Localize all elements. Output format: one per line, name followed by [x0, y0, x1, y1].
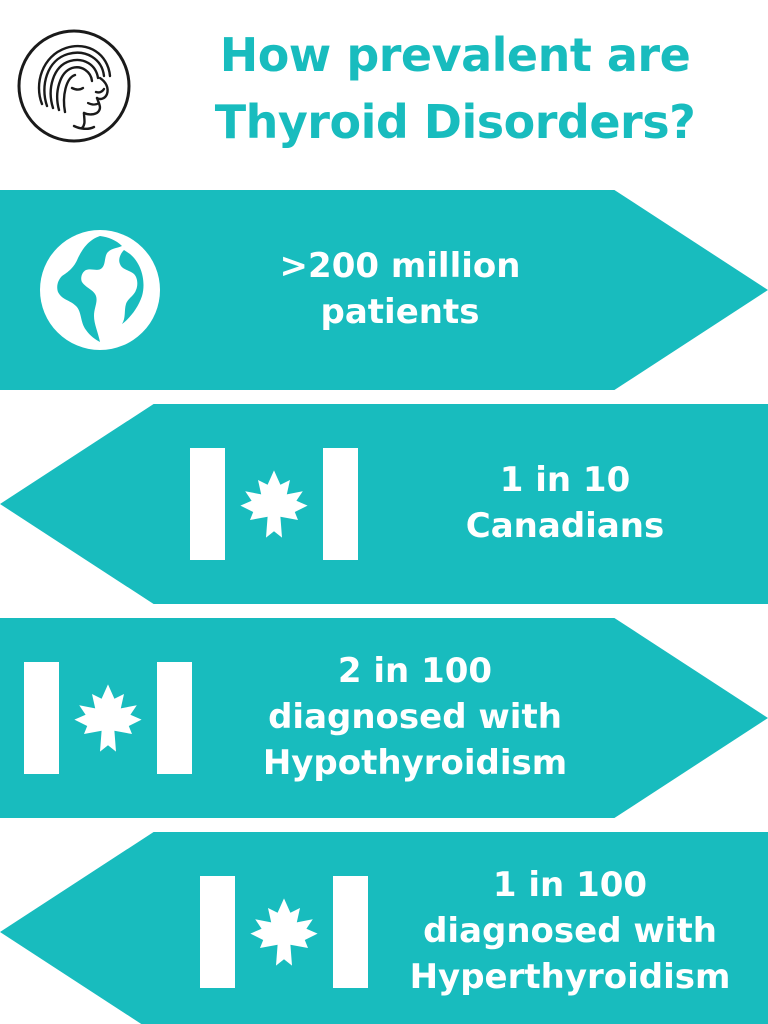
stat-text-hyperthyroidism — [380, 832, 760, 1024]
flag-right-bar — [333, 876, 368, 988]
stat-band-canadians — [0, 404, 768, 604]
canada-flag-icon — [24, 662, 192, 774]
flag-right-bar — [323, 448, 358, 560]
stat-line-1: >200 million — [279, 246, 521, 287]
stat-text-hypothyroidism — [200, 618, 630, 818]
woman-head-profile-logo — [14, 26, 134, 146]
stat-line-3: Hyperthyroidism — [409, 956, 731, 997]
flag-center-panel — [225, 448, 322, 560]
page-title-line-2: Thyroid Disorders? — [214, 94, 696, 149]
globe-icon — [38, 228, 162, 352]
stat-line-2: diagnosed with — [423, 911, 717, 952]
page-title-line-1: How prevalent are — [219, 28, 691, 82]
maple-leaf-icon — [234, 464, 314, 544]
stat-line-2: patients — [320, 292, 480, 332]
maple-leaf-icon — [244, 892, 324, 972]
canada-flag-icon — [200, 876, 368, 988]
flag-right-bar — [157, 662, 192, 774]
stat-line-2: Canadians — [465, 506, 665, 546]
stat-line-1: 2 in 100 — [337, 651, 493, 692]
flag-left-bar — [200, 876, 235, 988]
stat-text-canadians — [400, 404, 730, 604]
page-title — [150, 22, 760, 155]
flag-center-panel — [59, 662, 156, 774]
stat-line-1: 1 in 10 — [499, 460, 631, 501]
stat-text-global-patients — [180, 190, 620, 390]
stat-line-3: Hypothyroidism — [262, 742, 568, 783]
stat-band-global-patients — [0, 190, 768, 390]
stat-line-2: diagnosed with — [268, 697, 562, 738]
flag-left-bar — [24, 662, 59, 774]
stat-band-hyperthyroidism — [0, 832, 768, 1024]
flag-left-bar — [190, 448, 225, 560]
header — [0, 0, 768, 186]
maple-leaf-icon — [68, 678, 148, 758]
stat-line-1: 1 in 100 — [492, 865, 648, 906]
canada-flag-icon — [190, 448, 358, 560]
stat-band-hypothyroidism — [0, 618, 768, 818]
flag-center-panel — [235, 876, 332, 988]
